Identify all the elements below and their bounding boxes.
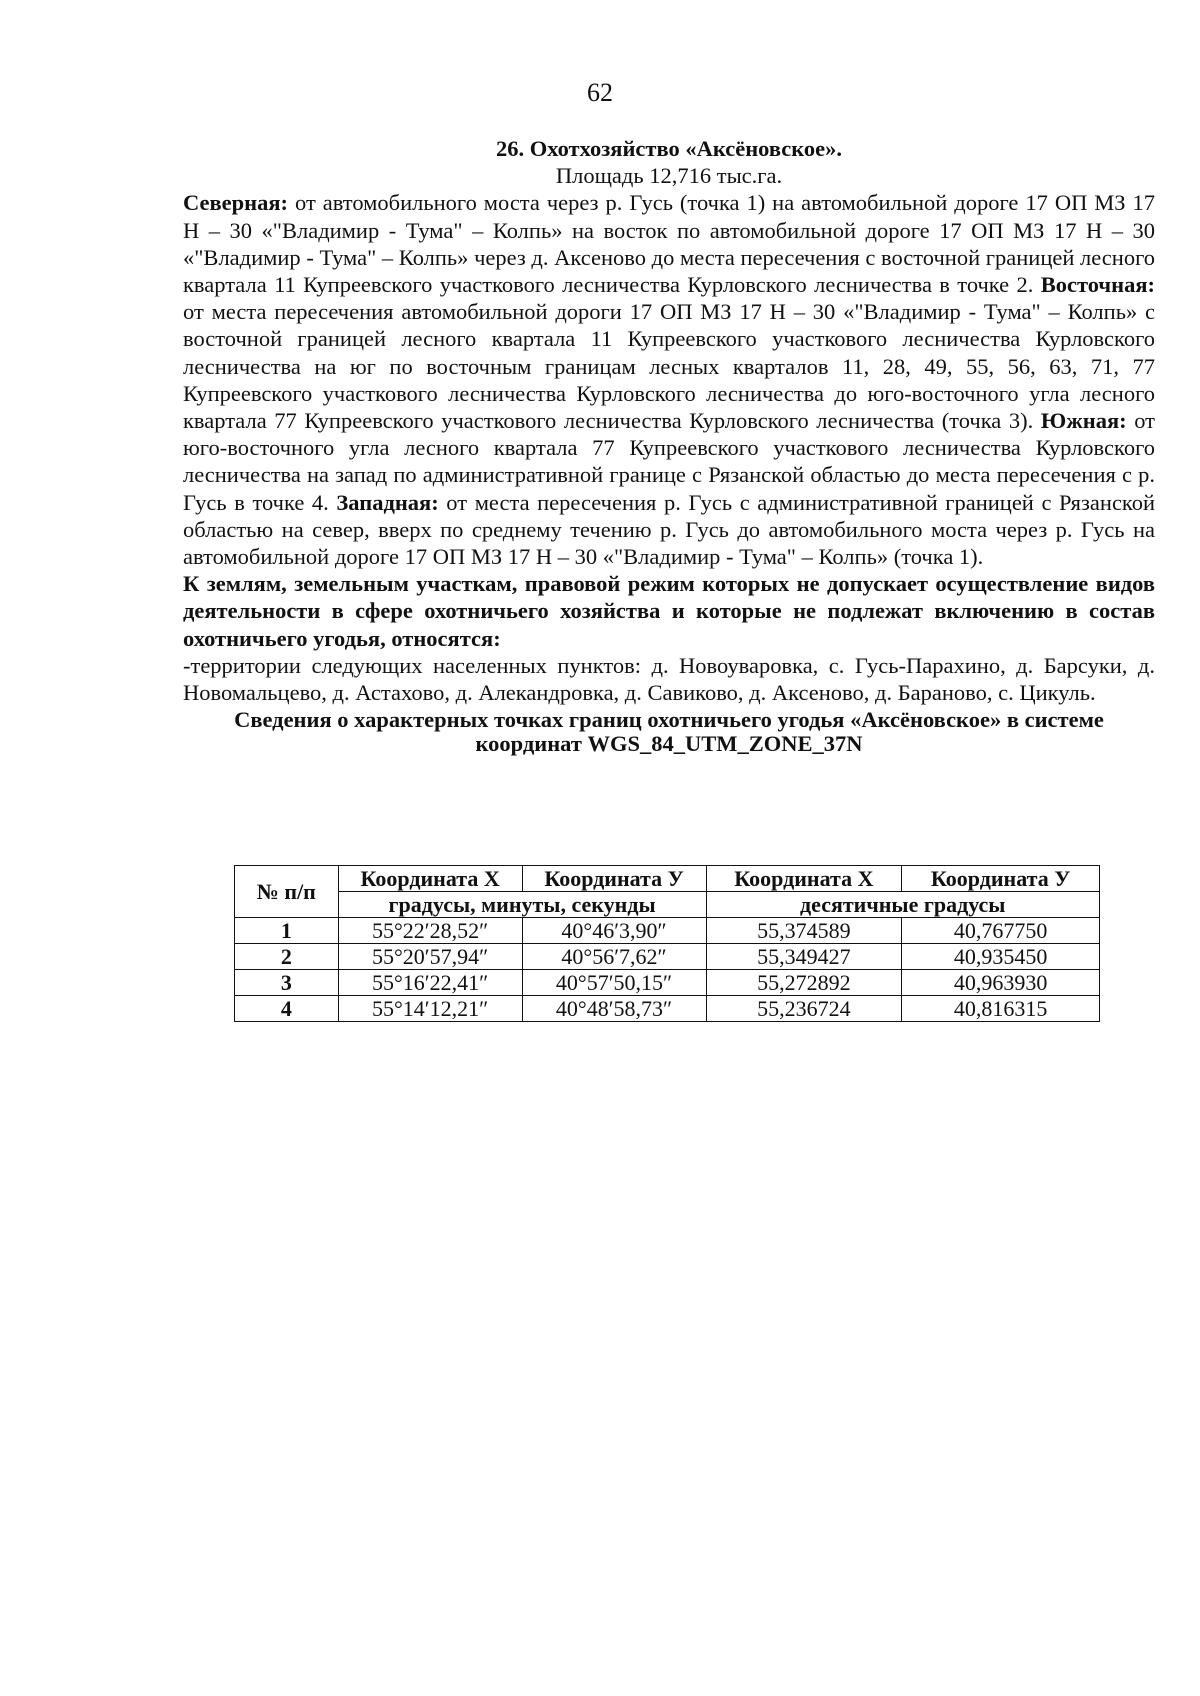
table-caption xyxy=(183,708,1155,756)
coordinates-table xyxy=(234,865,1100,1022)
west-label: Западная: xyxy=(336,489,439,515)
cell-num: 3 xyxy=(235,970,339,996)
cell-y-dms: 40°46′3,90″ xyxy=(522,918,706,944)
table-row xyxy=(235,996,1100,1022)
header-y-dec: Координата У xyxy=(902,866,1100,892)
header-dec-group: десятичные градусы xyxy=(706,892,1099,918)
cell-y-dec: 40,767750 xyxy=(902,918,1100,944)
cell-x-dms: 55°16′22,41″ xyxy=(338,970,522,996)
header-x-dms: Координата Х xyxy=(338,866,522,892)
table-row xyxy=(235,944,1100,970)
header-dms-group: градусы, минуты, секунды xyxy=(338,892,706,918)
section-title: 26. Охотхозяйство «Аксёновское». xyxy=(495,136,843,161)
east-text: от места пересечения автомобильной дороги 17 ОП МЗ 17 Н – 30 «"Владимир - Тума" – Колпь» с восточной границей лесного квартала 11 Купреевского участкового лесничества Курловского лесничества на юг по восточным границам лесных кварталов 11, 28, 49, 55, 56, 63, 71, 77 Купреевского участкового лесничества Курловского лесничества до юго-восточного угла лесного квартала 77 Купреевского участкового лесничества Курловского лесничества (точка 3). xyxy=(183,299,1155,434)
south-text: от юго-восточного угла лесного квартала 77 Купреевского участкового лесничества Курловского лесничества на запад по административной границе с Рязанской областью до места пересечения с р. Гусь в точке 4. xyxy=(183,408,1155,515)
cell-x-dms: 55°20′57,94″ xyxy=(338,944,522,970)
north-label: Северная: xyxy=(183,190,289,216)
cell-y-dec: 40,963930 xyxy=(902,970,1100,996)
table-row xyxy=(235,970,1100,996)
cell-y-dms: 40°48′58,73″ xyxy=(522,996,706,1022)
cell-num: 4 xyxy=(235,996,339,1022)
area-line: Площадь 12,716 тыс.га. xyxy=(555,163,783,189)
table-caption-line2: координат WGS_84_UTM_ZONE_37N xyxy=(475,731,863,757)
cell-y-dms: 40°57′50,15″ xyxy=(522,970,706,996)
cell-num: 1 xyxy=(235,918,339,944)
south-label: Южная: xyxy=(1040,408,1127,434)
east-label: Восточная: xyxy=(1040,272,1155,298)
north-text: от автомобильного моста через р. Гусь (точка 1) на автомобильной дороге 17 ОП МЗ 17 Н – 30 «"Владимир - Тума" – Колпь» на восток по автомобильной дороге 17 ОП МЗ 17 Н – 30 «"Владимир - Тума" – Колпь» через д. Аксеново до места пересечения с восточной границей лесного квартала 11 Купреевского участкового лесничества Курловского лесничества в точке 2. xyxy=(183,190,1155,298)
cell-x-dec: 55,272892 xyxy=(706,970,902,996)
restrictions-heading: К землям, земельным участкам, правовой режим которых не допускает осуществление видов деятельности в сфере охотничьего хозяйства и которые не подлежат включению в состав охотничьего угодья, относятся: xyxy=(183,571,1155,651)
cell-x-dms: 55°14′12,21″ xyxy=(338,996,522,1022)
west-text: от места пересечения р. Гусь с административной границей с Рязанской областью на север, вверх по среднему течению р. Гусь до автомобильного моста через р. Гусь на автомобильной дороге 17 ОП МЗ 17 Н – 30 «"Владимир - Тума" – Колпь» (точка 1). xyxy=(183,489,1156,570)
cell-x-dms: 55°22′28,52″ xyxy=(338,918,522,944)
table-row xyxy=(235,918,1100,944)
cell-x-dec: 55,349427 xyxy=(706,944,902,970)
cell-y-dms: 40°56′7,62″ xyxy=(522,944,706,970)
header-num: № п/п xyxy=(235,866,339,918)
document-body xyxy=(183,135,1155,756)
page-number: 62 xyxy=(587,78,613,107)
cell-y-dec: 40,935450 xyxy=(902,944,1100,970)
header-y-dms: Координата У xyxy=(522,866,706,892)
table-subheader-row xyxy=(235,892,1100,918)
header-x-dec: Координата Х xyxy=(706,866,902,892)
cell-x-dec: 55,236724 xyxy=(706,996,902,1022)
boundary-description xyxy=(183,189,1155,570)
cell-num: 2 xyxy=(235,944,339,970)
table-header-row xyxy=(235,866,1100,892)
table-caption-line1: Сведения о характерных точках границ охотничьего угодья «Аксёновское» в системе xyxy=(234,707,1104,733)
cell-y-dec: 40,816315 xyxy=(902,996,1100,1022)
restrictions-text: -территории следующих населенных пунктов: д. Новоуваровка, с. Гусь-Парахино, д. Барсуки, д. Новомальцево, д. Астахово, д. Алекандровка, д. Савиково, д. Аксеново, д. Бараново, с. Цикуль. xyxy=(183,652,1155,706)
cell-x-dec: 55,374589 xyxy=(706,918,902,944)
